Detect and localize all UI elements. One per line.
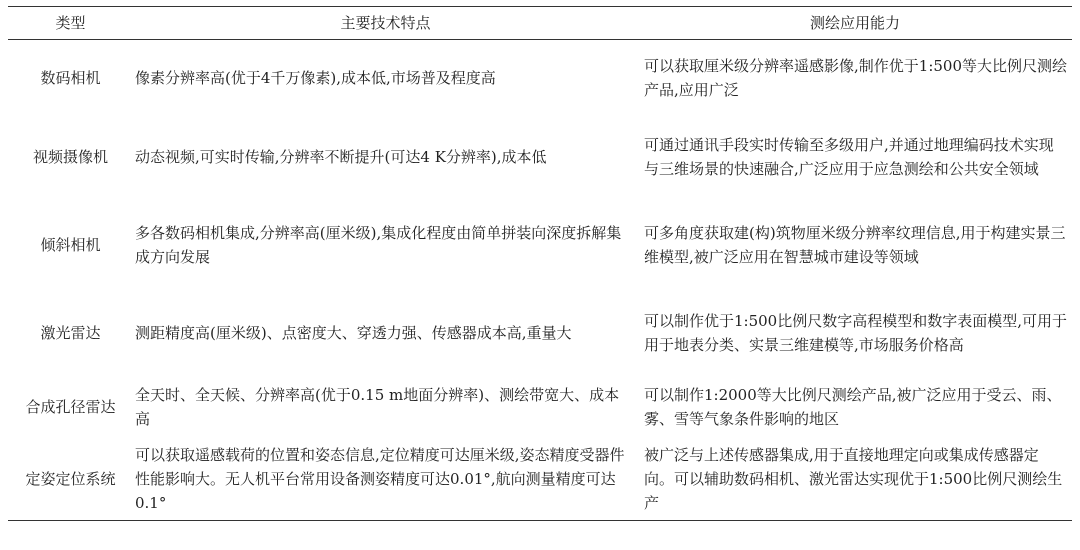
table-row: [8, 291, 1072, 375]
row-features: 全天时、全天候、分辨率高(优于0.15 m地面分辨率)、测绘带宽大、成本高: [135, 385, 620, 428]
table-row: [8, 40, 1072, 116]
row-application: 可通过通讯手段实时传输至多级用户,并通过地理编码技术实现与三维场景的快速融合,广泛应用于应急测绘和公共安全领域: [644, 136, 1054, 178]
header-type: 类型: [55, 14, 86, 32]
row-application: 可以获取厘米级分辨率遥感影像,制作优于1:500等大比例尺测绘产品,应用广泛: [644, 56, 1067, 99]
row-features: 动态视频,可实时传输,分辨率不断提升(可达4 K分辨率),成本低: [135, 148, 547, 166]
row-type: 视频摄像机: [32, 148, 108, 166]
row-type: 倾斜相机: [40, 236, 101, 254]
row-features: 测距精度高(厘米级)、点密度大、穿透力强、传感器成本高,重量大: [135, 324, 572, 342]
row-application: 可以制作1:2000等大比例尺测绘产品,被广泛应用于受云、雨、雾、雪等气象条件影响的地区: [644, 385, 1062, 428]
row-type: 合成孔径雷达: [25, 397, 116, 416]
sensor-comparison-table: [8, 6, 1072, 521]
row-features: 可以获取遥感载荷的位置和姿态信息,定位精度可达厘米级,姿态精度受器件性能影响大。无人机平台常用设备测姿精度可达0.01°,航向测量精度可达0.1°: [135, 446, 625, 512]
row-application: 可多角度获取建(构)筑物厘米级分辨率纹理信息,用于构建实景三维模型,被广泛应用在智慧城市建设等领域: [644, 224, 1066, 266]
header-application: 测绘应用能力: [809, 14, 900, 32]
row-type: 数码相机: [40, 68, 101, 87]
row-application: 可以制作优于1:500比例尺数字高程模型和数字表面模型,可用于用于地表分类、实景三维建模等,市场服务价格高: [644, 312, 1067, 354]
table-row: [8, 199, 1072, 291]
table-row: [8, 375, 1072, 438]
table-row: [8, 438, 1072, 521]
row-type: 定姿定位系统: [25, 470, 116, 488]
table-header-row: [8, 7, 1072, 40]
row-application: 被广泛与上述传感器集成,用于直接地理定向或集成传感器定向。可以辅助数码相机、激光雷达实现优于1:500比例尺测绘生产: [644, 446, 1063, 512]
header-features: 主要技术特点: [340, 14, 431, 32]
row-type: 激光雷达: [40, 324, 101, 342]
row-features: 像素分辨率高(优于4千万像素),成本低,市场普及程度高: [135, 68, 496, 87]
table-row: [8, 115, 1072, 199]
row-features: 多各数码相机集成,分辨率高(厘米级),集成化程度由简单拼装向深度拆解集成方向发展: [135, 224, 622, 266]
